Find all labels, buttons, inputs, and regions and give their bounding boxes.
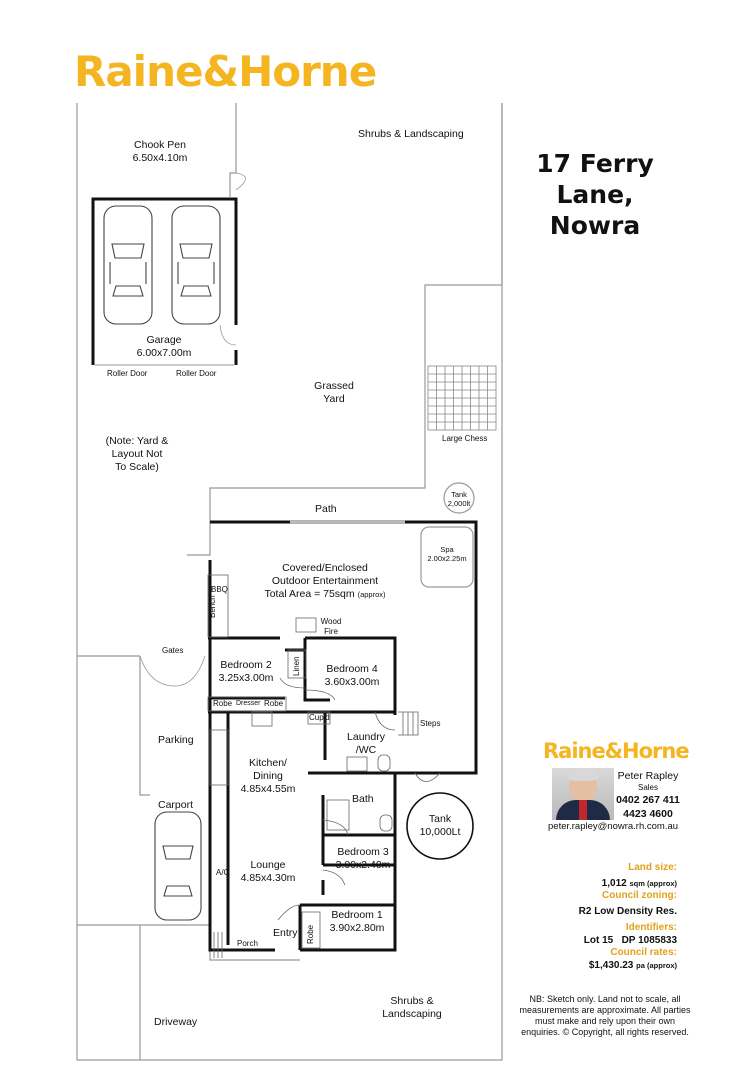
robe-a-label: Robe xyxy=(213,699,233,708)
bedroom-2-name: Bedroom 2 xyxy=(220,659,272,671)
large-chess-label: Large Chess xyxy=(442,434,488,443)
yard-note-line-2: Layout Not xyxy=(111,448,163,460)
spa-size: 2.00x2.25m xyxy=(427,554,467,563)
agent-brand-logo: Raine&Horne xyxy=(543,739,689,763)
large-chess-board xyxy=(428,366,496,430)
chook-pen-size: 6.50x4.10m xyxy=(132,152,188,164)
spa-name: Spa xyxy=(440,545,454,554)
property-info xyxy=(520,862,677,972)
bedroom-3-name: Bedroom 3 xyxy=(337,846,389,858)
bedroom-4-label xyxy=(312,663,392,689)
carport-label: Carport xyxy=(158,799,194,811)
land-size-unit: sqm (approx) xyxy=(629,879,677,888)
door-arc-bed2 xyxy=(280,678,305,688)
garage-size: 6.00x7.00m xyxy=(136,347,192,359)
ac-label: A/C xyxy=(216,868,230,877)
tank-small-line-1: Tank xyxy=(451,490,467,499)
grassed-yard-line-1: Grassed xyxy=(314,380,354,392)
disclaimer-line-1: NB: Sketch only. Land not to scale, all xyxy=(529,994,681,1004)
spa-label xyxy=(421,545,473,563)
outdoor-line-1: Covered/Enclosed xyxy=(282,562,368,574)
wood-fire-label xyxy=(316,617,346,637)
outdoor-area-label xyxy=(245,562,405,601)
bedroom-2-label xyxy=(211,659,281,685)
land-size-value xyxy=(520,877,677,890)
agent-name: Peter Rapley xyxy=(617,770,679,782)
laundry-line-2: /WC xyxy=(355,744,377,756)
agent-photo xyxy=(552,768,614,820)
outdoor-line-3 xyxy=(245,588,405,601)
laundry-tub xyxy=(347,757,367,771)
robe-c-label: Robe xyxy=(306,924,315,944)
car-icon-2 xyxy=(172,206,220,324)
bbq-label: BBQ xyxy=(211,585,228,594)
bench-label: Bench xyxy=(208,595,217,618)
shrubs-top-label: Shrubs & Landscaping xyxy=(358,128,464,140)
wood-fire-line-2: Fire xyxy=(324,627,338,636)
robe-b-label: Robe xyxy=(264,699,284,708)
car-icon-1 xyxy=(104,206,152,324)
shrubs-bottom-line-1: Shrubs & xyxy=(390,995,434,1007)
gates-label: Gates xyxy=(162,646,184,655)
land-size-number: 1,012 xyxy=(601,878,627,889)
bedroom-3-label xyxy=(328,846,398,872)
wood-fire xyxy=(296,618,316,632)
brand-logo: Raine&Horne xyxy=(74,47,377,96)
outdoor-line-2: Outdoor Entertainment xyxy=(271,575,379,587)
bedroom-1-label xyxy=(322,909,392,935)
bath-label: Bath xyxy=(352,793,374,805)
door-arc-bed3 xyxy=(323,870,345,885)
tank-big-line-1: Tank xyxy=(428,813,452,825)
rates-unit: pa (approx) xyxy=(636,961,677,970)
rates-value xyxy=(520,959,677,972)
linen-label: Linen xyxy=(292,656,301,676)
rates-label: Council rates: xyxy=(610,947,677,958)
disclaimer xyxy=(505,994,705,1038)
dresser-label: Dresser xyxy=(236,700,261,707)
kitchen-label xyxy=(230,757,306,796)
outdoor-area-total: Total Area = 75sqm xyxy=(264,588,355,600)
zoning-value: R2 Low Density Res. xyxy=(578,906,677,917)
yard-note-line-3: To Scale) xyxy=(115,461,159,473)
kitchen-line-1: Kitchen/ xyxy=(249,757,287,769)
yard-note xyxy=(92,435,182,474)
gate-arc-right xyxy=(175,656,205,686)
wc xyxy=(378,755,390,771)
carport-fence xyxy=(140,656,150,795)
address-line-2: Nowra xyxy=(549,211,641,240)
tank-big-label xyxy=(407,813,473,839)
chook-pen-label xyxy=(100,139,220,165)
porch-label: Porch xyxy=(237,939,258,948)
driveway-label: Driveway xyxy=(154,1016,198,1028)
lounge-label xyxy=(230,859,306,885)
door-arc-entry xyxy=(278,905,300,920)
garage-label xyxy=(104,334,224,360)
porch-rails xyxy=(214,932,222,958)
tank-small-label xyxy=(440,490,478,508)
bedroom-2-size: 3.25x3.00m xyxy=(218,672,274,684)
steps-label: Steps xyxy=(420,719,441,728)
door-arc-laundry xyxy=(375,712,395,730)
bedroom-3-size: 3.00x2.40m xyxy=(335,859,391,871)
lounge-name: Lounge xyxy=(250,859,286,871)
laundry-label xyxy=(340,731,392,757)
lounge-size: 4.85x4.30m xyxy=(240,872,296,884)
car-icon-carport xyxy=(155,812,201,920)
land-size-label: Land size: xyxy=(628,862,677,873)
bath-toilet xyxy=(380,815,392,831)
laundry-line-1: Laundry xyxy=(347,731,385,743)
garage-name: Garage xyxy=(146,334,182,346)
zoning-label: Council zoning: xyxy=(602,890,677,901)
roller-door-left-label: Roller Door xyxy=(107,369,148,378)
agent-phone-2[interactable]: 4423 4600 xyxy=(623,808,673,820)
path-label: Path xyxy=(315,503,337,515)
bedroom-4-size: 3.60x3.00m xyxy=(324,676,380,688)
disclaimer-line-4: enquiries. © Copyright, all rights reserved. xyxy=(521,1027,689,1037)
parking-label: Parking xyxy=(158,734,194,746)
chook-pen-wall xyxy=(230,103,236,197)
bedroom-1-name: Bedroom 1 xyxy=(331,909,383,921)
yard-boundary-upper xyxy=(210,103,502,522)
kitchen-cooktop xyxy=(252,712,272,726)
cupd-label: Cup'd xyxy=(309,713,330,722)
agent-phone-1[interactable]: 0402 267 411 xyxy=(616,794,680,806)
roller-door-right-label: Roller Door xyxy=(176,369,217,378)
chook-door-arc xyxy=(236,173,246,190)
rates-number: $1,430.23 xyxy=(588,960,634,971)
outdoor-area-approx: (approx) xyxy=(357,590,386,599)
shower xyxy=(327,800,349,830)
shrubs-bottom-label xyxy=(370,995,454,1021)
chook-pen-name: Chook Pen xyxy=(134,139,186,151)
kitchen-size: 4.85x4.55m xyxy=(240,783,296,795)
shrubs-bottom-line-2: Landscaping xyxy=(382,1008,442,1020)
entry-label: Entry xyxy=(273,927,298,939)
agent-details xyxy=(615,770,681,821)
tank-big-line-2: 10,000Lt xyxy=(419,826,461,838)
yard-note-line-1: (Note: Yard & xyxy=(105,435,169,447)
identifiers-label: Identifiers: xyxy=(625,922,677,933)
gate-arc-left xyxy=(140,656,175,686)
bedroom-1-size: 3.90x2.80m xyxy=(329,922,385,934)
grassed-yard-label xyxy=(294,380,374,406)
bedroom-4-name: Bedroom 4 xyxy=(326,663,378,675)
address-line-1: 17 Ferry Lane, xyxy=(536,149,654,209)
yard-boundary-left xyxy=(187,522,210,555)
kitchen-bench xyxy=(210,730,228,785)
identifiers-value: Lot 15 DP 1085833 xyxy=(583,935,677,946)
kitchen-line-2: Dining xyxy=(253,770,283,782)
tank-small-line-2: 2,000lt xyxy=(447,499,471,508)
steps xyxy=(398,712,418,735)
agent-title: Sales xyxy=(637,783,658,792)
disclaimer-line-2: measurements are approximate. All parties xyxy=(519,1005,691,1015)
disclaimer-line-3: must make and rely upon their own xyxy=(534,1016,676,1026)
grassed-yard-line-2: Yard xyxy=(323,393,345,405)
wood-fire-line-1: Wood xyxy=(320,617,342,626)
agent-email[interactable]: peter.rapley@nowra.rh.com.au xyxy=(548,821,679,832)
